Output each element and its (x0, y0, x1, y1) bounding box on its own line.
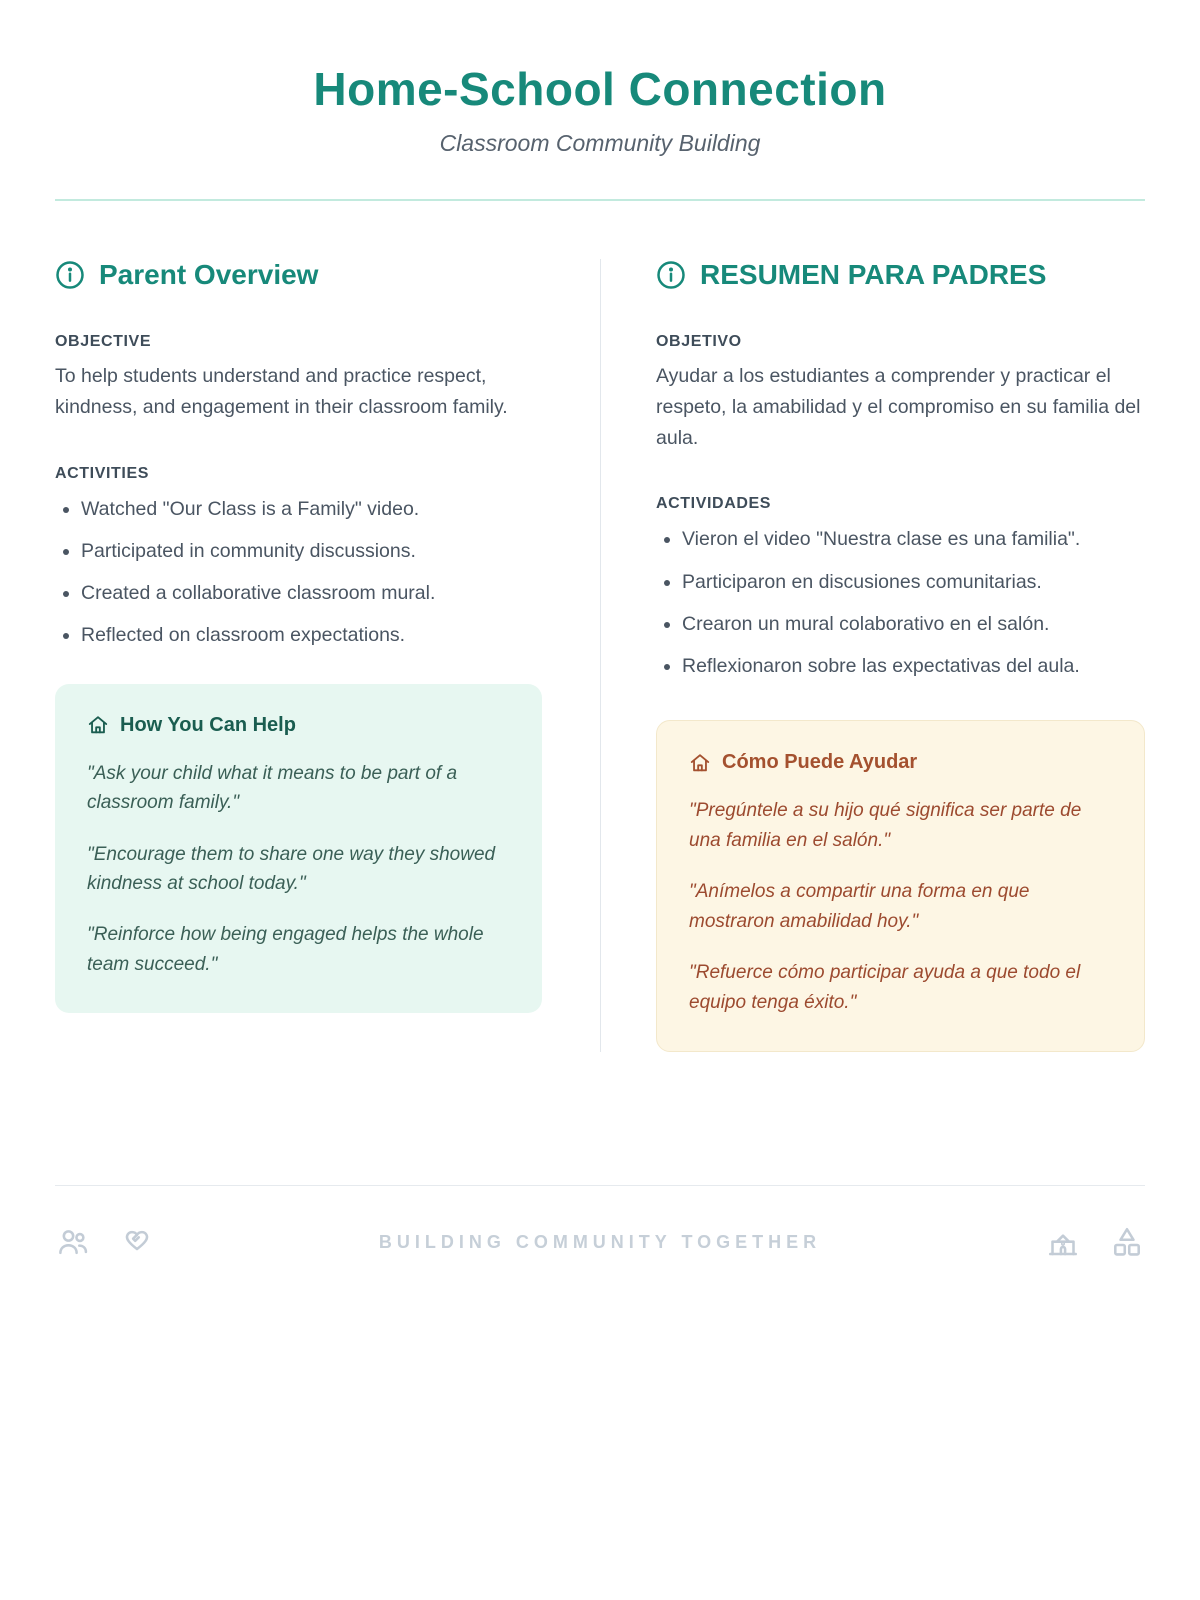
home-icon (689, 752, 711, 774)
spanish-column (600, 259, 1145, 1052)
activity-item: • Created a collaborative classroom mural. (81, 579, 542, 607)
spanish-help-quote: "Anímelos a compartir una forma en que mostraron amabilidad hoy." (689, 881, 1030, 932)
spanish-heading: RESUMEN PARA PADRES (700, 259, 1047, 290)
page-footer (55, 1185, 1145, 1260)
help-quote: "Encourage them to share one way they showed kindness at school today." (87, 843, 496, 894)
info-icon (55, 260, 85, 290)
how-you-can-help-box (55, 684, 542, 1014)
spanish-help-heading-row (689, 751, 1112, 774)
shapes-icon (1109, 1224, 1145, 1260)
actividades-list (656, 525, 1145, 680)
objective-label: OBJECTIVE (55, 333, 152, 350)
english-column (55, 259, 600, 1052)
header-divider (55, 199, 1145, 201)
spanish-heading-row (656, 259, 1145, 291)
home-icon (87, 714, 109, 736)
spanish-help-heading: Cómo Puede Ayudar (722, 751, 918, 774)
objetivo-text: Ayudar a los estudiantes a comprender y practicar el respeto, la amabilidad y el compromiso en su familia del aula. (656, 365, 1141, 449)
page-title: Home-School Connection (313, 63, 887, 115)
info-icon (656, 260, 686, 290)
page-subtitle: Classroom Community Building (439, 130, 761, 156)
footer-icons-left (55, 1224, 155, 1260)
footer-divider (55, 1185, 1145, 1186)
school-icon (1045, 1224, 1081, 1260)
activity-item: • Watched "Our Class is a Family" video. (81, 495, 542, 523)
footer-row (55, 1224, 1145, 1260)
actividad-item: • Participaron en discusiones comunitarias. (682, 568, 1145, 596)
heart-handshake-icon (119, 1224, 155, 1260)
footer-icons-right (1045, 1224, 1145, 1260)
activity-item: • Participated in community discussions. (81, 537, 542, 565)
help-quote: "Ask your child what it means to be part of a classroom family." (87, 762, 458, 814)
actividad-item: • Reflexionaron sobre las expectativas del aula. (682, 652, 1145, 680)
help-box-heading-row (87, 714, 510, 737)
activity-item: • Reflected on classroom expectations. (81, 621, 542, 649)
activities-list (55, 495, 542, 650)
spanish-help-quote: "Refuerce cómo participar ayuda a que todo el equipo tenga éxito." (689, 962, 1081, 1013)
help-quote: "Reinforce how being engaged helps the whole team succeed." (87, 924, 484, 975)
spanish-help-quote: "Pregúntele a su hijo qué significa ser parte de una familia en el salón." (689, 800, 1082, 851)
actividad-item: • Crearon un mural colaborativo en el salón. (682, 610, 1145, 638)
actividades-label: ACTIVIDADES (656, 495, 772, 513)
footer-tagline: BUILDING COMMUNITY TOGETHER (378, 1231, 822, 1252)
como-puede-ayudar-box (656, 720, 1145, 1052)
actividad-item: • Vieron el video "Nuestra clase es una familia". (682, 525, 1145, 553)
two-column-layout (55, 259, 1145, 1052)
activities-label: ACTIVITIES (55, 464, 150, 482)
objetivo-label: OBJETIVO (656, 333, 742, 350)
users-icon (55, 1224, 91, 1260)
objective-text: To help students understand and practice respect, kindness, and engagement in their classroom family. (55, 365, 508, 418)
english-heading: Parent Overview (99, 259, 319, 290)
english-heading-row (55, 259, 542, 291)
help-box-heading: How You Can Help (120, 713, 296, 736)
